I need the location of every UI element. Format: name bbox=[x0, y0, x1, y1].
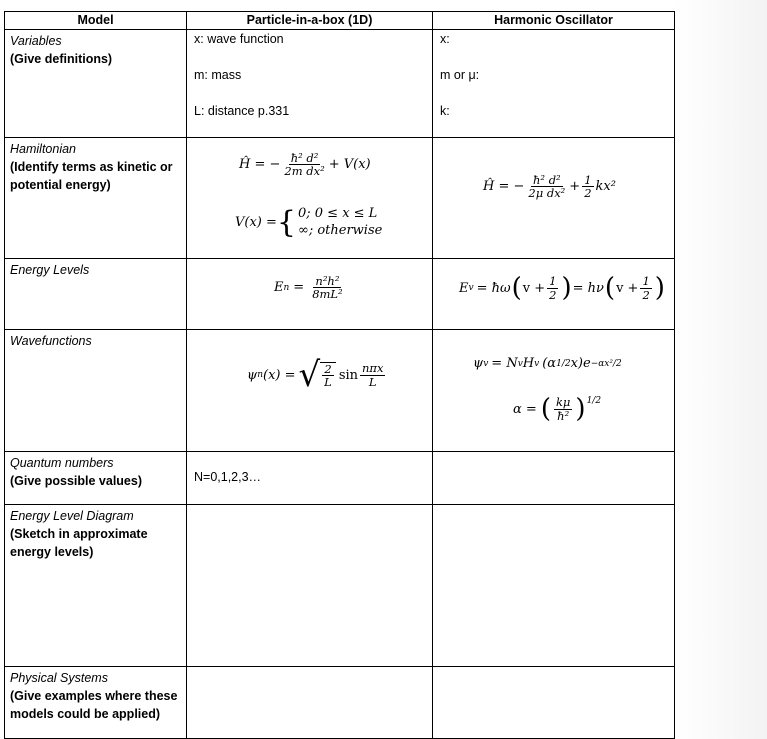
square-root bbox=[298, 355, 336, 395]
header-harmonic-oscillator: Harmonic Oscillator bbox=[433, 12, 675, 30]
label-cell-wavefunctions bbox=[5, 330, 187, 452]
eq-lhs: Ĥ = − bbox=[483, 179, 525, 195]
radical-sign: √ bbox=[298, 355, 321, 395]
label-cell-variables bbox=[5, 30, 187, 138]
pib-energy-equation bbox=[274, 275, 347, 300]
eq-h: H bbox=[522, 356, 535, 371]
pib-wavefunction-equation bbox=[247, 355, 387, 395]
eq-fraction-den: 8mL² bbox=[312, 287, 343, 302]
eq-fraction-den: 2m dx² bbox=[284, 164, 325, 179]
half-den: 2 bbox=[549, 287, 557, 302]
header-particle-in-a-box: Particle-in-a-box (1D) bbox=[187, 12, 433, 30]
paren-close: ) bbox=[575, 394, 586, 424]
eq-inner-2: v + bbox=[616, 280, 639, 296]
eq-mid: = N bbox=[491, 356, 518, 371]
eq-fraction bbox=[526, 174, 567, 199]
eq-fraction bbox=[310, 275, 344, 300]
pib-hamiltonian-equation bbox=[239, 152, 371, 177]
pib-variables-cell[interactable] bbox=[187, 30, 433, 138]
row-subtitle: (Give possible values) bbox=[10, 474, 142, 488]
eq-lhs: V(x) = bbox=[235, 215, 277, 231]
eq-lhs: E bbox=[459, 280, 469, 296]
alpha-definition bbox=[513, 396, 601, 422]
ho-var-x: x: bbox=[440, 32, 450, 46]
case-1: 0; 0 ≤ x ≤ L bbox=[297, 206, 378, 221]
sin-num: nπx bbox=[362, 361, 384, 376]
alpha-num: kμ bbox=[555, 395, 571, 410]
eq-arg-rest: x)e bbox=[570, 356, 591, 371]
eq-fraction-num: ħ² d² bbox=[290, 151, 319, 165]
row-quantum-numbers bbox=[5, 452, 675, 505]
eq-lhs: Ĥ = − bbox=[239, 157, 281, 173]
row-subtitle: (Sketch in approximate energy levels) bbox=[10, 527, 148, 559]
eq-half-1 bbox=[547, 275, 558, 300]
eq-lhs-sub: n bbox=[283, 282, 290, 293]
ho-energy-cell[interactable] bbox=[433, 259, 675, 330]
row-title: Wavefunctions bbox=[10, 334, 92, 348]
row-subtitle: (Identify terms as kinetic or potential energy) bbox=[10, 160, 173, 192]
eq-plus: + bbox=[569, 179, 581, 195]
eq-half-2 bbox=[640, 275, 651, 300]
row-variables bbox=[5, 30, 675, 138]
row-title: Quantum numbers bbox=[10, 456, 114, 470]
row-title: Energy Levels bbox=[10, 263, 90, 277]
ho-wavefunction-cell[interactable] bbox=[433, 330, 675, 452]
label-cell-physical-systems bbox=[5, 667, 187, 739]
eq-lhs: ψ bbox=[473, 356, 484, 371]
ho-energy-equation bbox=[459, 275, 666, 301]
eq-fraction bbox=[282, 152, 326, 177]
pib-quantum-numbers-cell[interactable] bbox=[187, 452, 433, 505]
ho-var-m: m or μ: bbox=[440, 68, 480, 82]
eq-lhs: ψ bbox=[247, 367, 258, 383]
alpha-lhs: α = bbox=[513, 401, 537, 417]
pib-var-l: L: distance p.331 bbox=[194, 104, 290, 118]
row-subtitle: (Give examples where these models could be applied) bbox=[10, 689, 178, 721]
alpha-exponent: 1/2 bbox=[586, 396, 602, 406]
paren-open: ( bbox=[511, 273, 522, 303]
pib-potential-equation bbox=[235, 206, 382, 240]
label-cell-energy-diagram bbox=[5, 505, 187, 667]
sin-fraction bbox=[360, 362, 385, 387]
eq-rest: kx² bbox=[595, 179, 616, 195]
row-energy-diagram bbox=[5, 505, 675, 667]
pib-energy-cell[interactable] bbox=[187, 259, 433, 330]
row-subtitle: (Give definitions) bbox=[10, 52, 113, 66]
ho-physical-systems-cell[interactable] bbox=[433, 667, 675, 739]
half-num: 1 bbox=[549, 274, 557, 289]
ho-quantum-numbers-cell[interactable] bbox=[433, 452, 675, 505]
ho-hamiltonian-equation bbox=[483, 174, 616, 199]
alpha-fraction bbox=[554, 396, 572, 421]
ho-hamiltonian-cell[interactable] bbox=[433, 138, 675, 259]
pib-hamiltonian-cell[interactable] bbox=[187, 138, 433, 259]
eq-lhs-sub: n bbox=[257, 370, 263, 380]
label-cell-energy-levels bbox=[5, 259, 187, 330]
case-2: ∞; otherwise bbox=[297, 222, 383, 238]
row-physical-systems bbox=[5, 667, 675, 739]
pib-energy-diagram-cell[interactable] bbox=[187, 505, 433, 667]
eq-lhs: E bbox=[274, 280, 284, 296]
brace: { bbox=[276, 204, 296, 240]
pib-var-x: x: wave function bbox=[194, 32, 284, 46]
root-fraction bbox=[322, 363, 334, 388]
eq-lhs-sub: v bbox=[468, 283, 474, 293]
half-num: 1 bbox=[642, 274, 650, 289]
eq-lhs-rest: (x) = bbox=[263, 367, 296, 383]
radicand bbox=[320, 362, 336, 388]
eq-arg-sup: 1/2 bbox=[556, 358, 571, 369]
row-energy-levels bbox=[5, 259, 675, 330]
row-wavefunctions bbox=[5, 330, 675, 452]
eq-fraction-num: ħ² d² bbox=[533, 173, 561, 187]
sin-den: L bbox=[368, 374, 377, 389]
ho-var-k: k: bbox=[440, 104, 450, 118]
eq-fraction-den: 2μ dx² bbox=[528, 186, 566, 201]
ho-wavefunction-equation bbox=[473, 356, 622, 371]
pib-quantum-values: N=0,1,2,3… bbox=[194, 470, 262, 484]
root-num: 2 bbox=[324, 361, 332, 376]
root-den: L bbox=[324, 375, 332, 389]
row-title: Variables bbox=[10, 34, 62, 48]
pib-var-m: m: mass bbox=[194, 68, 242, 82]
eq-exponent: −αx²/2 bbox=[590, 358, 622, 369]
row-title: Hamiltonian bbox=[10, 142, 77, 156]
eq-inner-1: v + bbox=[522, 280, 546, 296]
piecewise-cases bbox=[298, 206, 382, 240]
eq-n-sub: v bbox=[517, 358, 523, 369]
eq-lhs-sub: v bbox=[483, 358, 489, 369]
paren-open: ( bbox=[604, 273, 616, 303]
row-title: Energy Level Diagram bbox=[10, 509, 134, 523]
eq-equals: = bbox=[293, 280, 305, 296]
background-fade bbox=[674, 0, 767, 739]
model-comparison-table bbox=[4, 11, 675, 739]
alpha-den: ħ² bbox=[557, 408, 570, 423]
eq-half-num: 1 bbox=[584, 173, 592, 187]
sin-label: sin bbox=[338, 367, 359, 383]
eq-half bbox=[582, 174, 593, 199]
header-row bbox=[5, 12, 675, 30]
pib-wavefunction-cell[interactable] bbox=[187, 330, 433, 452]
eq-mid-2: = hν bbox=[572, 280, 604, 296]
row-title: Physical Systems bbox=[10, 671, 108, 685]
pib-physical-systems-cell[interactable] bbox=[187, 667, 433, 739]
ho-energy-diagram-cell[interactable] bbox=[433, 505, 675, 667]
paren-open: ( bbox=[540, 394, 551, 424]
ho-variables-cell[interactable] bbox=[433, 30, 675, 138]
eq-fraction-num: n²h² bbox=[315, 274, 340, 288]
header-model: Model bbox=[5, 12, 187, 30]
eq-h-sub: v bbox=[534, 358, 540, 369]
row-hamiltonian bbox=[5, 138, 675, 259]
label-cell-quantum-numbers bbox=[5, 452, 187, 505]
paren-close: ) bbox=[654, 273, 665, 303]
eq-rest: + V(x) bbox=[328, 157, 371, 173]
eq-arg: (α bbox=[542, 356, 557, 371]
half-den: 2 bbox=[642, 287, 650, 302]
paren-close: ) bbox=[561, 273, 572, 303]
label-cell-hamiltonian bbox=[5, 138, 187, 259]
eq-half-den: 2 bbox=[584, 186, 592, 201]
eq-mid-1: = ħω bbox=[476, 280, 511, 296]
